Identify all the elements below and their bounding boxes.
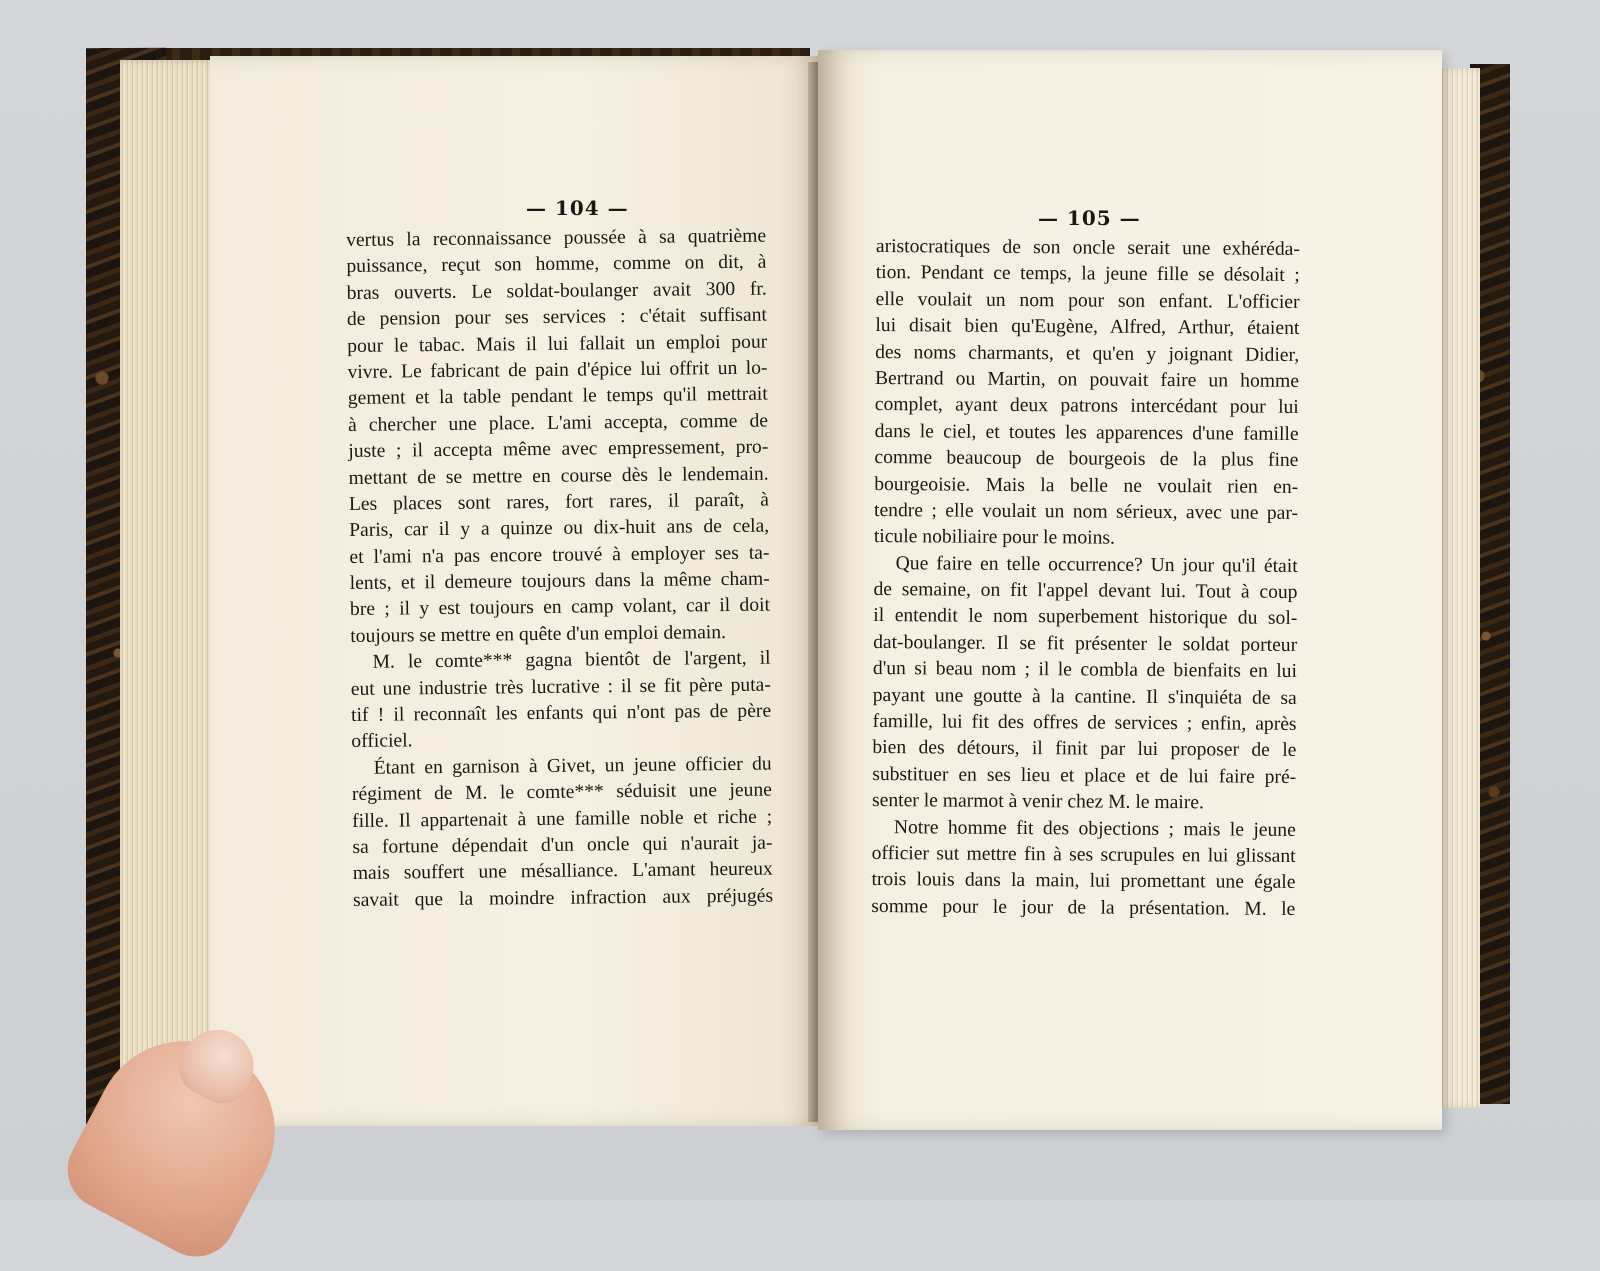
text-line: tif ! il reconnaît les enfants qui n'ont pas de père	[350, 700, 772, 727]
text-line: trois louis dans la main, lui promettant une égale	[871, 869, 1296, 894]
text-line: senter le marmot à venir chez M. le maire.	[871, 790, 1204, 814]
text-line: mettant de se mettre en course dès le lendemain.	[348, 463, 769, 489]
text-line: complet, ayant deux patrons intercédant pour lui	[874, 394, 1299, 419]
text-line: des noms charmants, et qu'en y joignant Didier,	[875, 341, 1300, 366]
text-line: Paris, car il y a quinze ou dix-huit ans de cela,	[349, 515, 770, 542]
text-line: bras ouverts. Le soldat-boulanger avait 300 fr.	[346, 278, 767, 304]
text-line: tion. Pendant ce temps, la jeune fille se désolait ;	[875, 262, 1300, 287]
text-line: lui disait bien qu'Eugène, Alfred, Arthur, étaient	[875, 315, 1300, 340]
text-line: bre ; il y est toujours en camp volant, car il doit	[349, 595, 771, 621]
right-page-text	[871, 234, 1300, 923]
text-line: officier sut mettre fin à ses scrupules en lui glissant	[871, 842, 1296, 867]
page-number-105: — 105 —	[1038, 206, 1141, 230]
text-line: famille, lui fit des offres de services ; enfin, après	[872, 711, 1297, 735]
text-line: et l'ami n'a pas encore trouvé à employer ses ta-	[349, 542, 770, 568]
text-line: payant une goutte à la cantine. Il s'inquiéta de sa	[872, 684, 1297, 709]
text-line: Que faire en telle occurrence? Un jour qu'il était	[895, 552, 1298, 577]
text-line: régiment de M. le comte*** séduisit une jeune	[351, 779, 773, 806]
text-line: de semaine, on fit l'appel devant lui. Tout à coup	[873, 579, 1298, 604]
page-block-right	[1440, 68, 1480, 1108]
text-line: vivre. Le fabricant de pain d'épice lui offrit un lo-	[347, 357, 768, 383]
text-line: tendre ; elle voulait un nom sérieux, avec une par-	[873, 499, 1299, 524]
text-line: à chercher une place. L'ami accepta, comme de	[347, 410, 769, 436]
left-page-text	[346, 224, 773, 915]
text-line: mais souffert une mésalliance. L'amant heureux	[352, 858, 773, 885]
left-page	[210, 56, 822, 1126]
text-line: aristocratiques de son oncle serait une exhéréda-	[875, 235, 1300, 260]
page-number-104: — 104 —	[526, 196, 629, 220]
text-line: Bertrand ou Martin, on pouvait faire un homme	[874, 367, 1300, 392]
text-line: puissance, reçut son homme, comme on dit, à	[346, 251, 767, 278]
text-line: sa fortune dépendait d'un oncle qui n'aurait ja-	[352, 832, 773, 858]
text-line: il entendit le nom superbement historique du sol-	[873, 605, 1298, 630]
text-line: de pension pour ses services : c'était suffisant	[346, 304, 768, 331]
text-line: Étant en garnison à Givet, un jeune officier du	[373, 753, 772, 779]
text-line: dans le ciel, et toutes les apparences d'une famille	[874, 420, 1299, 445]
text-line: somme pour le jour de la présentation. M. le	[871, 895, 1296, 920]
text-line: d'un si beau nom ; il le combla de bienfaits en lui	[872, 658, 1298, 683]
text-line: eut une industrie très lucrative : il se fit père puta-	[350, 674, 771, 700]
text-line: officiel.	[351, 730, 413, 753]
text-line: ticule nobiliaire pour le moins.	[873, 526, 1116, 549]
text-line: M. le comte*** gagna bientôt de l'argent, il	[372, 647, 771, 673]
text-line: toujours se mettre en quête d'un emploi demain.	[350, 621, 727, 647]
text-line: lents, et il demeure toujours dans la même cham-	[349, 568, 770, 595]
text-line: fille. Il appartenait à une famille noble et riche ;	[352, 806, 773, 832]
text-line: juste ; il accepta même avec empressement, pro-	[348, 436, 769, 463]
text-line: elle voulait un nom pour son enfant. L'officier	[875, 288, 1300, 313]
text-line: dat-boulanger. Il se fit présenter le soldat porteur	[873, 631, 1298, 656]
text-line: Les places sont rares, fort rares, il paraît, à	[348, 489, 769, 515]
text-line: Notre homme fit des objections ; mais le jeune	[893, 816, 1296, 841]
text-line: savait que la moindre infraction aux préjugés	[352, 885, 774, 911]
text-line: bien des détours, il finit par lui proposer de le	[872, 737, 1297, 762]
text-line: comme beaucoup de bourgeois de la plus fine	[874, 447, 1299, 472]
text-line: vertus la reconnaissance poussée à sa quatrième	[346, 225, 767, 251]
page-block-left	[120, 60, 220, 1140]
text-line: pour le tabac. Mais il lui fallait un emploi pour	[347, 331, 768, 357]
text-line: substituer en ses lieu et place et de lui faire pré-	[872, 763, 1297, 788]
text-line: gement et la table pendant le temps qu'il mettrait	[347, 383, 768, 410]
right-page	[818, 50, 1442, 1130]
text-line: bourgeoisie. Mais la belle ne voulait rien en-	[874, 473, 1299, 498]
